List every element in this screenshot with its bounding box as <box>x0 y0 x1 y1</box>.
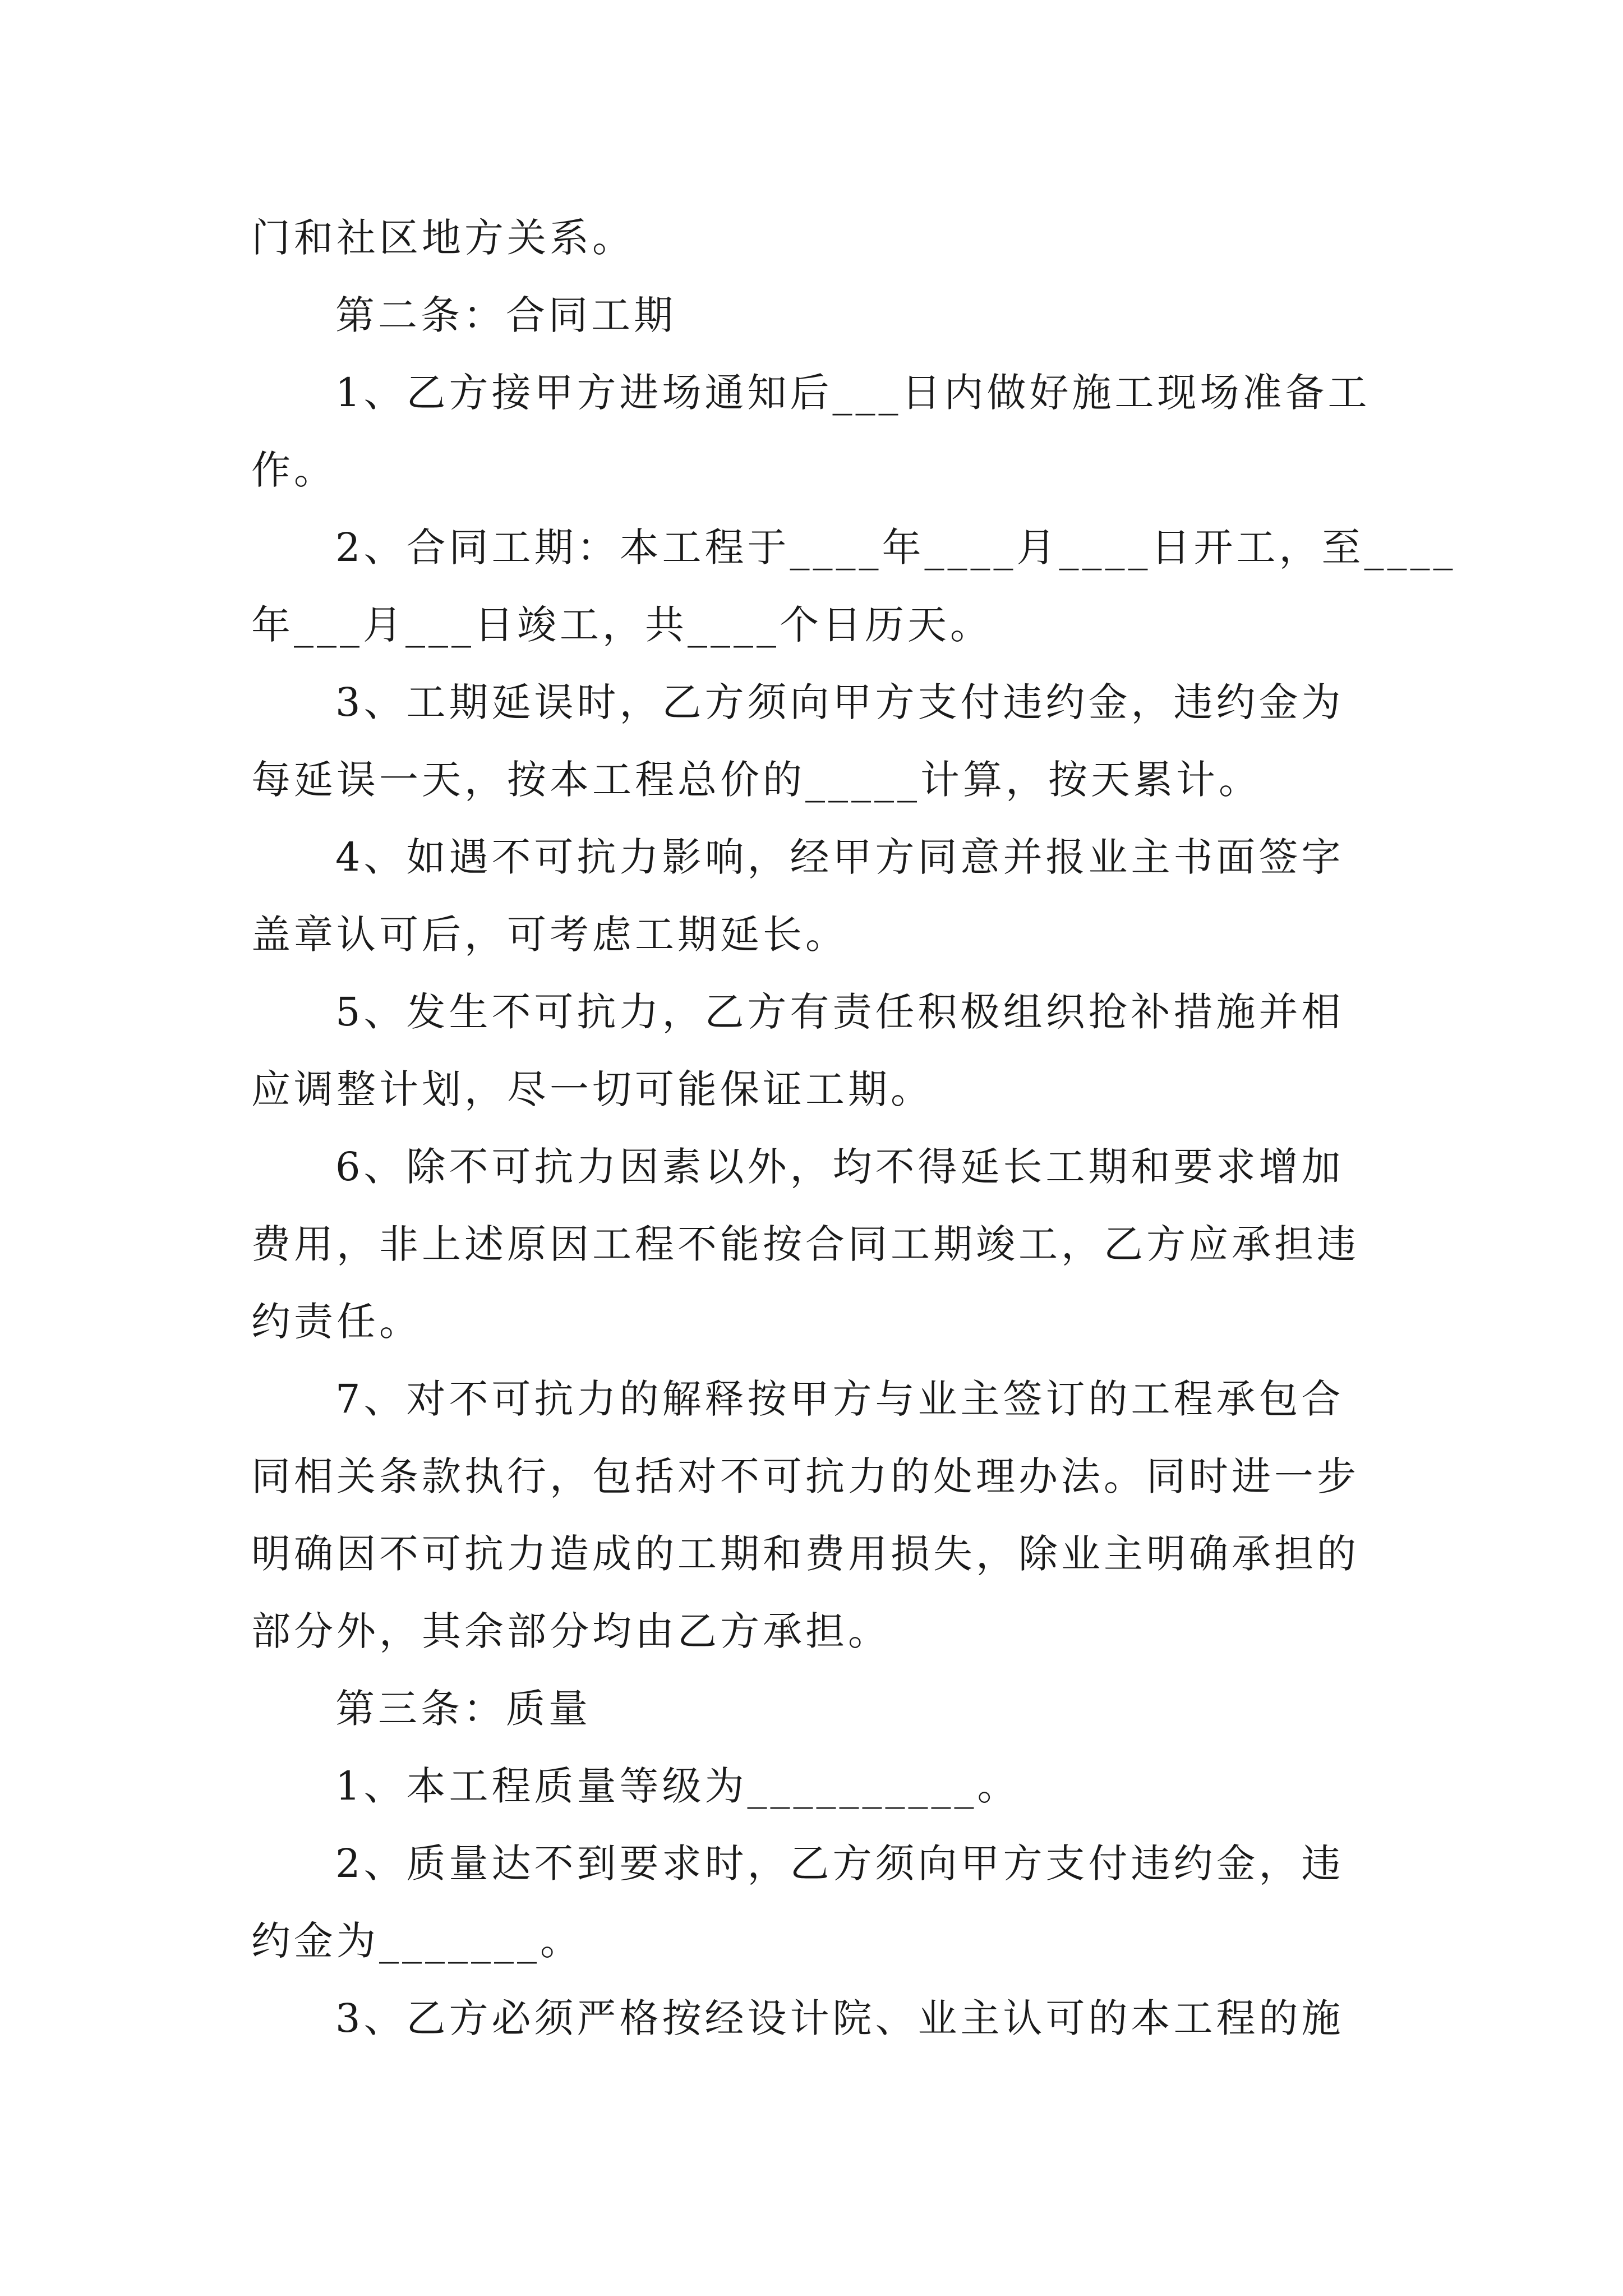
text-line: 部分外，其余部分均由乙方承担。 <box>251 1608 891 1654</box>
text-line: 5、发生不可抗力，乙方有责任积极组织抢补措施并相 <box>335 989 1344 1035</box>
text-line: 作。 <box>251 447 336 493</box>
text-line: 1、本工程质量等级为__________。 <box>335 1763 1020 1809</box>
text-line: 约金为_______。 <box>251 1918 583 1964</box>
text-line: 2、合同工期：本工程于____年____月____日开工，至____ <box>335 524 1456 570</box>
document-body <box>251 199 1456 2057</box>
text-line: 4、如遇不可抗力影响，经甲方同意并报业主书面签字 <box>335 834 1344 880</box>
text-line: 费用，非上述原因工程不能按合同工期竣工，乙方应承担违 <box>251 1221 1359 1267</box>
text-line: 7、对不可抗力的解释按甲方与业主签订的工程承包合 <box>335 1376 1344 1422</box>
text-line: 每延误一天，按本工程总价的_____计算，按天累计。 <box>251 757 1261 803</box>
text-line: 2、质量达不到要求时，乙方须向甲方支付违约金，违 <box>335 1841 1344 1887</box>
text-line: 盖章认可后，可考虑工期延长。 <box>251 912 848 958</box>
text-line: 门和社区地方关系。 <box>251 215 635 261</box>
text-line: 1、乙方接甲方进场通知后___日内做好施工现场准备工 <box>335 370 1371 416</box>
text-line: 3、乙方必须严格按经设计院、业主认可的本工程的施 <box>335 1995 1344 2041</box>
text-line: 年___月___日竣工，共____个日历天。 <box>251 602 993 648</box>
section-heading: 第三条：质量 <box>335 1686 591 1732</box>
text-line: 6、除不可抗力因素以外，均不得延长工期和要求增加 <box>335 1144 1344 1190</box>
text-line: 应调整计划，尽一切可能保证工期。 <box>251 1066 933 1112</box>
text-line: 同相关条款执行，包括对不可抗力的处理办法。同时进一步 <box>251 1453 1359 1499</box>
text-line: 3、工期延误时，乙方须向甲方支付违约金，违约金为 <box>335 679 1344 725</box>
section-heading: 第二条：合同工期 <box>335 292 676 338</box>
text-line: 约责任。 <box>251 1299 422 1345</box>
text-line: 明确因不可抗力造成的工期和费用损失，除业主明确承担的 <box>251 1531 1359 1577</box>
